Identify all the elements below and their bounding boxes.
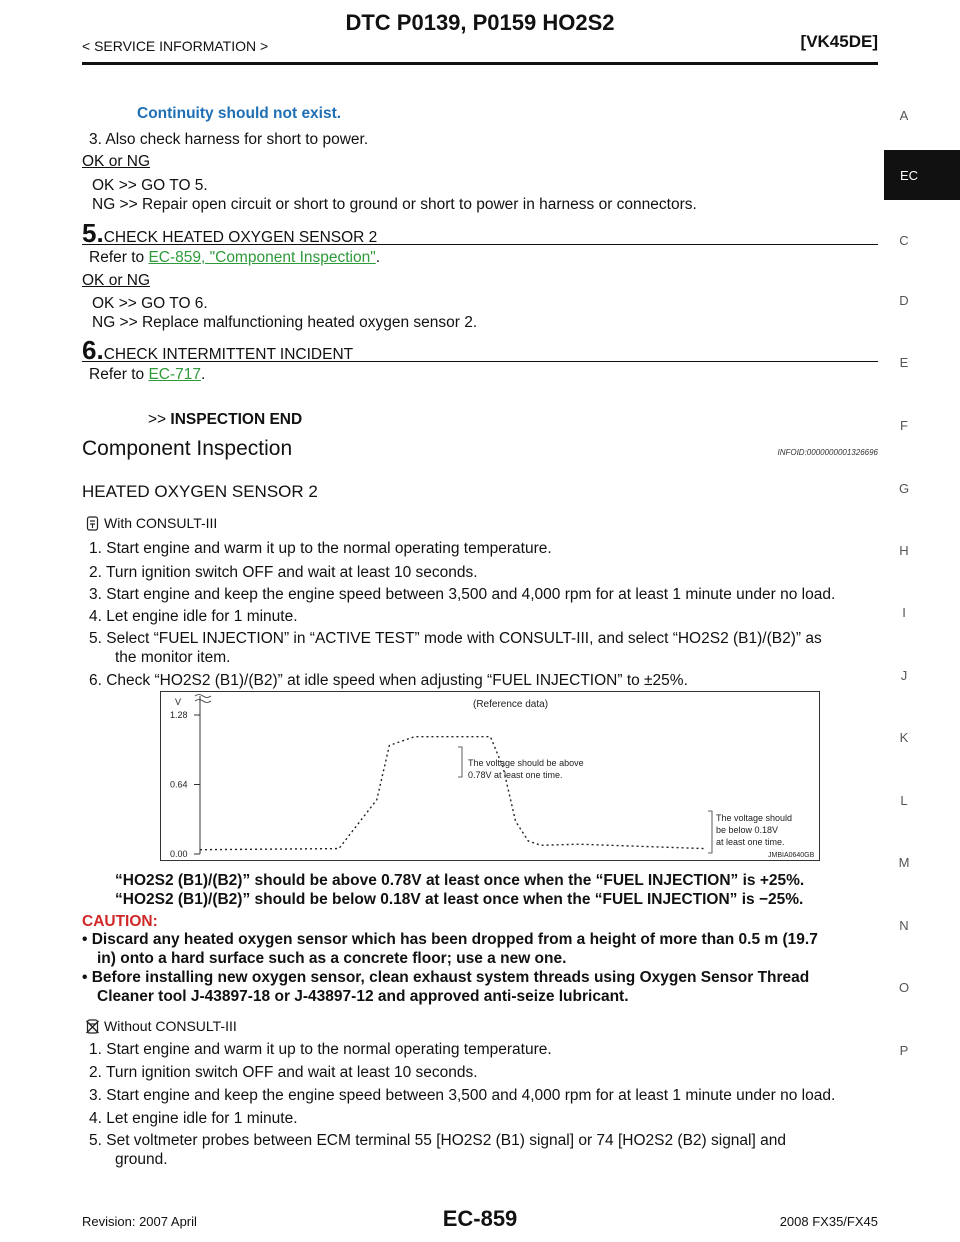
- step-5-heading: [82, 218, 878, 248]
- without-consult-text: Without CONSULT-III: [104, 1018, 237, 1034]
- ok-result: OK >> GO TO 6.: [92, 295, 208, 312]
- caution-item-2: • Before installing new oxygen sensor, clean exhaust system threads using Oxygen Sensor Thread: [82, 969, 810, 986]
- without-step-1: 1. Start engine and warm it up to the normal operating temperature.: [89, 1041, 552, 1058]
- ng-result: NG >> Replace malfunctioning heated oxygen sensor 2.: [92, 314, 478, 331]
- annotation-below-line2: be below 0.18V: [716, 825, 779, 835]
- model-year: 2008 FX35/FX45: [779, 1214, 878, 1229]
- sidebar-index-n[interactable]: N: [899, 918, 909, 933]
- caution-item-2-cont: Cleaner tool J-43897-18 or J-43897-12 and approved anti-seize lubricant.: [97, 988, 629, 1005]
- with-step-1: 1. Start engine and warm it up to the normal operating temperature.: [89, 540, 552, 557]
- sidebar-index-ec-active[interactable]: EC: [884, 150, 960, 200]
- engine-code: [VK45DE]: [800, 32, 878, 51]
- sidebar-index-d[interactable]: D: [899, 293, 909, 308]
- annotation-below-line1: The voltage should: [716, 813, 793, 823]
- page-number: EC-859: [442, 1206, 518, 1231]
- chart-title: (Reference data): [473, 699, 549, 710]
- without-step-5-cont: ground.: [115, 1151, 168, 1168]
- refer-suffix: .: [375, 249, 381, 266]
- with-consult-label: [86, 513, 217, 533]
- consult-tool-icon: [86, 516, 99, 531]
- sidebar-index-k[interactable]: K: [899, 730, 909, 745]
- sidebar-index-m[interactable]: M: [898, 855, 910, 870]
- ok-or-ng-label: OK or NG: [82, 272, 151, 289]
- step-3-text: 3. Also check harness for short to power.: [89, 131, 369, 148]
- subsection-title: HEATED OXYGEN SENSOR 2: [82, 482, 318, 501]
- sidebar-index-l[interactable]: L: [900, 793, 908, 808]
- caution-item-1: • Discard any heated oxygen sensor which has been dropped from a height of more than 0.5 m (19.7: [82, 931, 818, 948]
- step-5-title: CHECK HEATED OXYGEN SENSOR 2: [103, 229, 378, 246]
- without-step-5: 5. Set voltmeter probes between ECM terminal 55 [HO2S2 (B1) signal] or 74 [HO2S2 (B2) signal] and: [89, 1132, 786, 1149]
- inspection-end: [148, 410, 302, 430]
- with-step-5: 5. Select “FUEL INJECTION” in “ACTIVE TEST” mode with CONSULT-III, and select “HO2S2 (B1)/(B2)” as: [89, 630, 822, 647]
- step-6-number: 6.: [82, 335, 104, 365]
- section-title: Component Inspection: [82, 437, 293, 460]
- sidebar-index-h[interactable]: H: [899, 543, 909, 558]
- refer-prefix: Refer to: [89, 366, 149, 383]
- end-arrow: >>: [148, 411, 171, 428]
- caution-item-1-cont: in) onto a hard surface such as a concrete floor; use a new one.: [97, 950, 567, 967]
- chart-ylabel: V: [175, 697, 182, 707]
- without-consult-label: [86, 1016, 237, 1036]
- section-breadcrumb: < SERVICE INFORMATION >: [82, 38, 269, 54]
- annotation-below-line3: at least one time.: [716, 837, 785, 847]
- caution-label: CAUTION:: [82, 913, 158, 930]
- sidebar-index-o[interactable]: O: [898, 980, 910, 995]
- header-rule: [82, 62, 878, 65]
- result-above: “HO2S2 (B1)/(B2)” should be above 0.78V at least once when the “FUEL INJECTION” is +25%.: [115, 872, 805, 889]
- with-step-5-cont: the monitor item.: [115, 649, 231, 666]
- annotation-above-line1: The voltage should be above: [468, 758, 584, 768]
- refer-line: [89, 248, 380, 268]
- sidebar-index-p[interactable]: P: [899, 1043, 909, 1058]
- ng-result: NG >> Repair open circuit or short to ground or short to power in harness or connectors.: [92, 196, 697, 213]
- with-step-4: 4. Let engine idle for 1 minute.: [89, 608, 298, 625]
- refer-prefix: Refer to: [89, 249, 149, 266]
- end-text: INSPECTION END: [170, 411, 303, 428]
- step-5-number: 5.: [82, 218, 104, 248]
- page-title: DTC P0139, P0159 HO2S2: [345, 10, 615, 35]
- sidebar-index-c[interactable]: C: [899, 233, 909, 248]
- no-consult-tool-icon: [86, 1019, 99, 1034]
- ec-717-link[interactable]: EC-717: [148, 366, 202, 383]
- chart-ytick-label: 0.64: [170, 779, 188, 790]
- sidebar-index-g[interactable]: G: [898, 481, 910, 496]
- revision-date: Revision: 2007 April: [82, 1214, 197, 1229]
- with-step-3: 3. Start engine and keep the engine speed between 3,500 and 4,000 rpm for at least 1 minute under no load.: [89, 586, 836, 603]
- sidebar-index-i[interactable]: I: [902, 605, 906, 620]
- info-id: INFOID:0000000001326696: [777, 448, 878, 457]
- sidebar-index-j[interactable]: J: [900, 668, 908, 683]
- annotation-above-line2: 0.78V at least one time.: [468, 770, 563, 780]
- without-step-2: 2. Turn ignition switch OFF and wait at least 10 seconds.: [89, 1064, 478, 1081]
- without-step-4: 4. Let engine idle for 1 minute.: [89, 1110, 298, 1127]
- ho2s2-reference-chart: [160, 691, 820, 861]
- component-inspection-link[interactable]: EC-859, "Component Inspection": [148, 249, 376, 266]
- sidebar-index-e[interactable]: E: [899, 355, 909, 370]
- without-step-3: 3. Start engine and keep the engine speed between 3,500 and 4,000 rpm for at least 1 minute under no load.: [89, 1087, 836, 1104]
- figure-id: JMBIA0640GB: [768, 852, 815, 859]
- refer-line: [89, 365, 205, 385]
- chart-ytick-label: 0.00: [170, 849, 188, 859]
- with-step-6: 6. Check “HO2S2 (B1)/(B2)” at idle speed when adjusting “FUEL INJECTION” to ±25%.: [89, 672, 688, 689]
- sidebar-index-a[interactable]: A: [899, 108, 909, 123]
- refer-suffix: .: [201, 366, 206, 383]
- ok-or-ng-label: OK or NG: [82, 153, 151, 170]
- step-6-title: CHECK INTERMITTENT INCIDENT: [103, 346, 354, 363]
- continuity-spec: Continuity should not exist.: [137, 105, 342, 122]
- sidebar-index-f[interactable]: F: [900, 418, 908, 433]
- step-6-heading: [82, 335, 878, 365]
- ok-result: OK >> GO TO 5.: [92, 177, 208, 194]
- chart-ytick-label: 1.28: [170, 710, 188, 720]
- with-consult-text: With CONSULT-III: [104, 515, 218, 531]
- result-below: “HO2S2 (B1)/(B2)” should be below 0.18V at least once when the “FUEL INJECTION” is −25%.: [115, 891, 804, 908]
- with-step-2: 2. Turn ignition switch OFF and wait at least 10 seconds.: [89, 564, 478, 581]
